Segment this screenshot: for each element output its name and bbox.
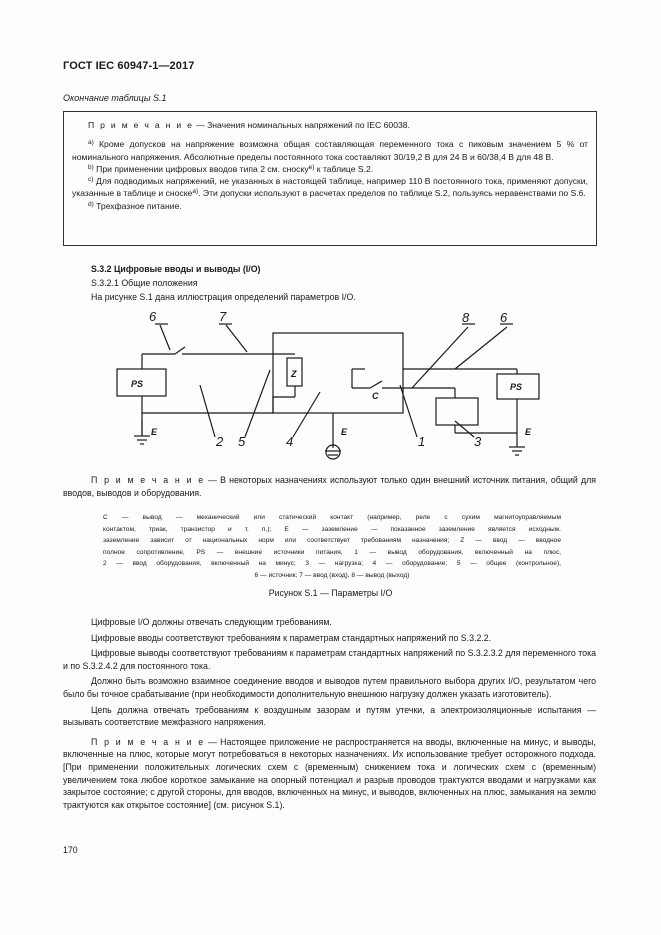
body-note: [63, 736, 596, 812]
figure-note-label: П р и м е ч а н и е: [91, 475, 205, 485]
footnote-d-mark: d): [88, 200, 94, 208]
subsection-title: S.3.2.1 Общие положения: [91, 278, 198, 288]
footnote-b-ref: e): [308, 163, 315, 171]
page-number: 170: [63, 845, 78, 855]
figure-legend: [103, 512, 561, 582]
label-8: 8: [462, 312, 470, 325]
footnote-c-text-1: Для подводимых напряжений, не указанных в настоящей таблице, например 110 В постоянного тока, применяют допуски, указанные в таблице и сноске: [72, 176, 588, 199]
label-e-right: E: [525, 427, 532, 437]
footnote-a: [72, 138, 588, 163]
paragraph: Цепь должна отвечать требованиям к воздушным зазорам и путям утечки, а электроизоляционные испытания — вызывать соответствие межфазного напряжения.: [63, 704, 596, 728]
footnote-c-text-2: . Эти допуски используют в расчетах пределов по таблице S.2, пользуясь неравенствами по S.6.: [198, 188, 586, 199]
legend-line: полное сопротивление, PS — внешние источники питания, 1 — вывод оборудования, включенный на плюс,: [103, 548, 561, 556]
footnote-d: [72, 200, 588, 212]
page-header: ГОСТ IEC 60947-1—2017: [63, 60, 195, 72]
footnote-a-mark: a): [88, 139, 94, 147]
figure-caption: Рисунок S.1 — Параметры I/O: [268, 588, 393, 598]
footnote-c: [72, 175, 588, 200]
section-title: S.3.2 Цифровые вводы и выводы (I/O): [91, 264, 261, 274]
legend-line: заземление зависит от национальных норм или соответствует требованиям назначения; Z — ввод — вводное: [103, 537, 561, 545]
label-z: Z: [291, 369, 297, 379]
paragraph: Цифровые выводы соответствуют требованиям к параметрам стандартных напряжений по S.3.2.3.2 для переменного тока и по S.3.2.4.2 для постоянного тока.: [63, 648, 596, 671]
note-label: П р и м е ч а н и е: [88, 120, 194, 130]
source-switch-left: [175, 347, 185, 354]
section-intro: На рисунке S.1 дана иллюстрация определений параметров I/O.: [91, 292, 356, 302]
footnote-b: [72, 163, 588, 175]
table-notes-box: [63, 111, 597, 246]
paragraph: Цифровые I/O должны отвечать следующим требованиям.: [91, 617, 332, 627]
footnote-a-text: Кроме допусков на напряжение возможна общая составляющая переменного тока с пиковым значением 5 % от номинального напряжения. Абсолютные пределы постоянного тока составляют 30/19,2 В для 24 В и 60/38,4 В для 48 В.: [72, 139, 588, 162]
label-6-left: 6: [149, 312, 157, 324]
label-1: 1: [418, 434, 426, 449]
paragraph: Должно быть возможно взаимное соединение вводов и выводов путем правильного выбора других I/O, результатом чего было бы точное срабатывание (при необходимости дополнительную внешнюю нагрузку должен указать изготовитель).: [63, 676, 596, 699]
note-general-text: — Значения номинальных напряжений по IEC 60038.: [193, 120, 410, 130]
footnote-b-text-2: к таблице S.2.: [314, 163, 374, 174]
legend-line: 6 — источник; 7 — ввод (вход), 8 — вывод (выход): [254, 571, 410, 579]
label-c: C: [372, 391, 379, 401]
footnote-c-ref: a): [192, 188, 199, 196]
footnote-b-text-1: При применении цифровых вводов типа 2 см. сноску: [93, 163, 309, 174]
label-2: 2: [216, 434, 224, 449]
output-contact: [370, 381, 382, 388]
table-continuation-label: Окончание таблицы S.1: [63, 93, 167, 103]
paragraph: Цифровые вводы соответствуют требованиям к параметрам стандартных напряжений по S.3.2.2.: [91, 632, 492, 643]
load-box: [436, 398, 478, 425]
footnote-b-mark: b): [88, 163, 94, 171]
legend-line: контактом, триак, транзистор и т. п.); E — заземление — показанное заземление является исходным.: [103, 525, 561, 533]
label-ps-right: PS: [510, 382, 523, 392]
note-general: [72, 119, 588, 131]
legend-line: 2 — ввод оборудования, включенный на минус; 3 — нагрузка; 4 — оборудование; 5 — общее (контрольное),: [103, 560, 561, 568]
footnote-c-mark: c): [88, 176, 94, 184]
label-e-mid: E: [341, 427, 348, 437]
label-4: 4: [286, 434, 294, 449]
body-note-text: — Настоящее приложение не распространяется на вводы, включенные на минус, и выводы, включенные на плюс, которые могут потребоваться в некоторых назначениях. Их использование требует осторожного подхода. [При применении положительных логических схем с (временным) снижением тока и логических схем с (временным) увеличением тока любое короткое замыкание на опорный потенциал и разрыв проводов трактуются вводами и нагрузками как закрытое состояние; с другой стороны, для вводов, включенных на минус, и выводов, включенных на плюс, замыкания на землю трактуются как открытое состояние] (см. рисунок S.1).: [63, 736, 596, 810]
label-3: 3: [474, 434, 482, 449]
body-text: [63, 616, 596, 811]
label-6-right: 6: [500, 312, 508, 325]
label-ps-left: PS: [131, 379, 144, 389]
footnote-d-text: Трехфазное питание.: [93, 200, 182, 211]
figure-note: [63, 474, 596, 499]
label-7: 7: [219, 312, 227, 324]
figure-note-text: — В некоторых назначениях используют только один внешний источник питания, общий для вводов, выводов и оборудования.: [63, 475, 597, 498]
label-e-left: E: [151, 427, 158, 437]
body-note-label: П р и м е ч а н и е: [91, 736, 205, 747]
legend-line: C — вывод — механический или статический контакт (например, реле с сухим магнитоуправляемым: [103, 514, 561, 521]
io-diagram: [100, 312, 540, 462]
label-5: 5: [238, 434, 246, 449]
